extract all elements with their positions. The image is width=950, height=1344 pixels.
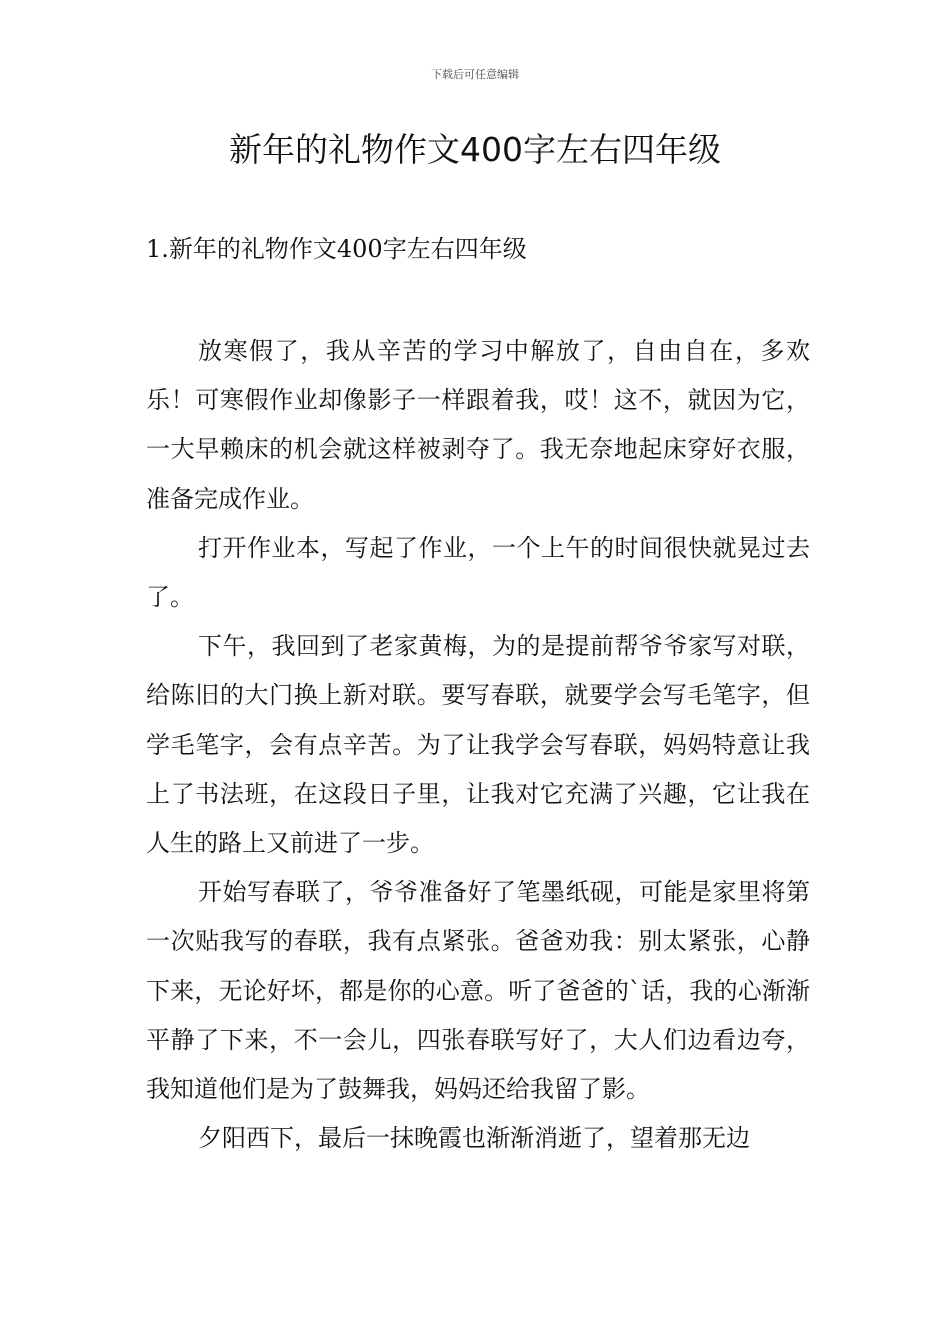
document-title: 新年的礼物作文400字左右四年级 <box>229 130 721 169</box>
document-body <box>146 327 810 1163</box>
paragraph-3: 下午，我回到了老家黄梅，为的是提前帮爷爷家写对联，给陈旧的大门换上新对联。要写春联，就要学会写毛笔字，但学毛笔字，会有点辛苦。为了让我学会写春联，妈妈特意让我上了书法班，在这段日子里，让我对它充满了兴趣，它让我在人生的路上又前进了一步。 <box>146 632 810 858</box>
paragraph-1: 放寒假了，我从辛苦的学习中解放了，自由自在，多欢乐！可寒假作业却像影子一样跟着我，哎！这不，就因为它，一大早赖床的机会就这样被剥夺了。我无奈地起床穿好衣服，准备完成作业。 <box>146 337 810 513</box>
section-heading: 1.新年的礼物作文400字左右四年级 <box>146 235 527 263</box>
paragraph-5: 夕阳西下，最后一抹晚霞也渐渐消逝了，望着那无边 <box>198 1124 750 1153</box>
header-watermark: 下载后可任意编辑 <box>431 68 519 81</box>
paragraph-2: 打开作业本，写起了作业，一个上午的时间很快就晃过去了。 <box>146 533 810 612</box>
paragraph-4: 开始写春联了，爷爷准备好了笔墨纸砚，可能是家里将第一次贴我写的春联，我有点紧张。爸爸劝我：别太紧张，心静下来，无论好坏，都是你的心意。听了爸爸的`话，我的心渐渐平静了下来，不一会儿，四张春联写好了，大人们边看边夸，我知道他们是为了鼓舞我，妈妈还给我留了影。 <box>146 878 810 1104</box>
